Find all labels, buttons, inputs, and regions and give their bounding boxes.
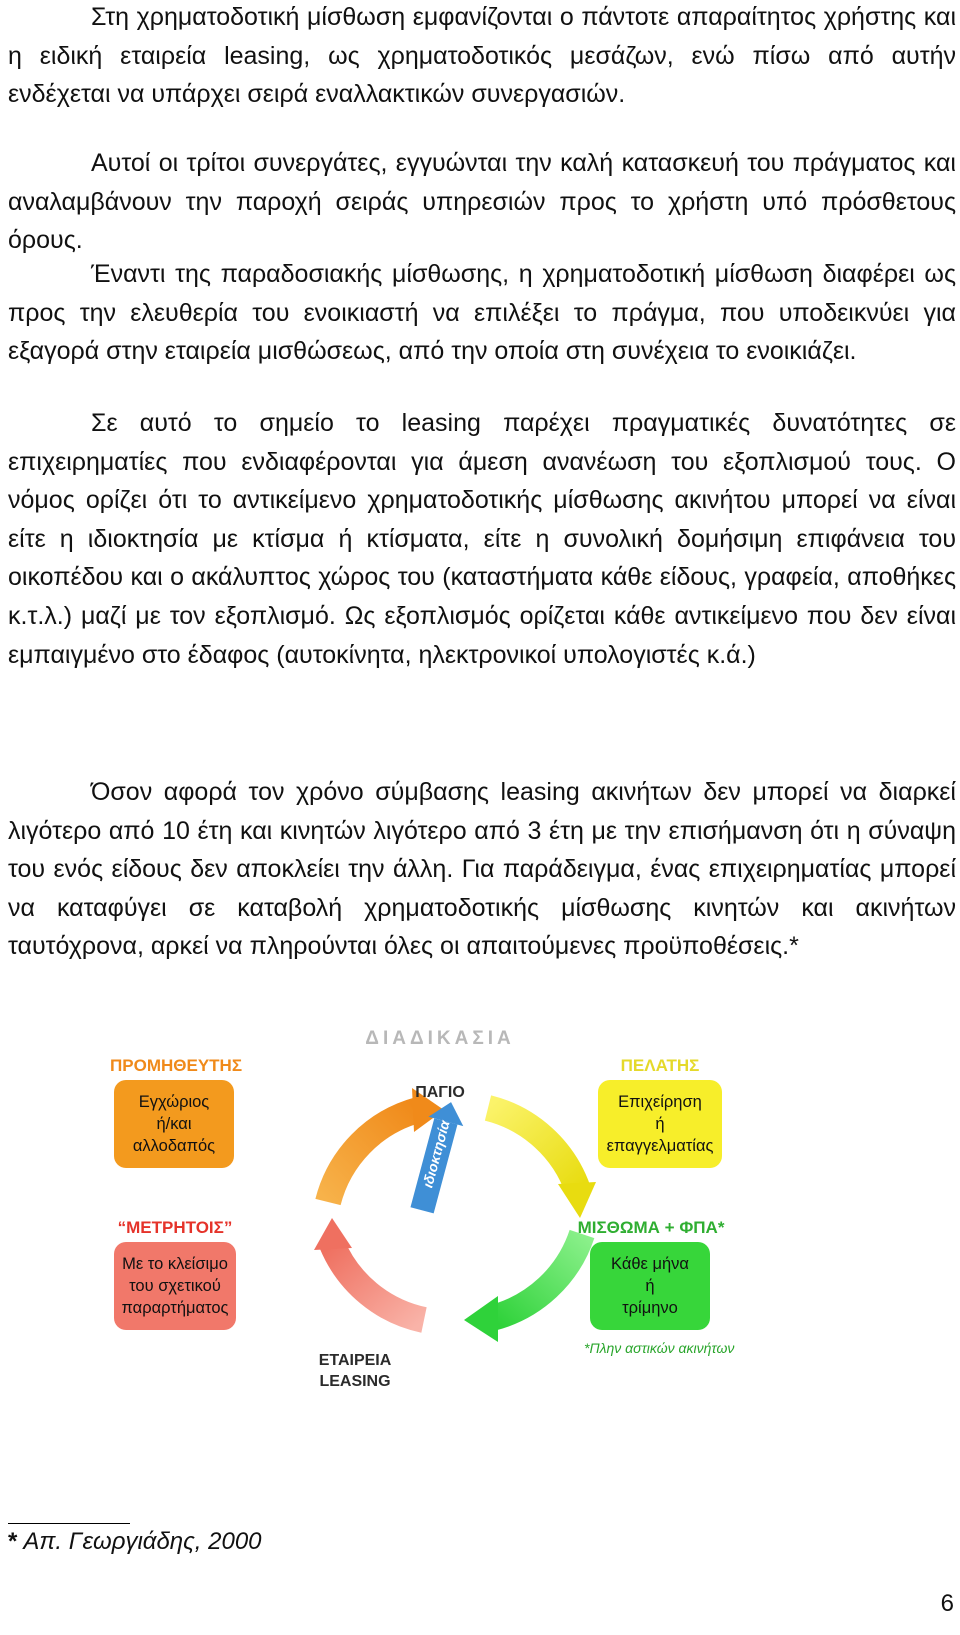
supplier-box	[114, 1080, 234, 1168]
rent-note: *Πλην αστικών ακινήτων	[584, 1340, 735, 1356]
rent-heading: ΜΙΣΘΩΜΑ + ΦΠΑ*	[577, 1218, 725, 1237]
red-arrow	[332, 1244, 424, 1320]
cash-box	[114, 1242, 236, 1330]
customer-heading: ΠΕΛΑΤΗΣ	[620, 1056, 700, 1075]
page-number: 6	[940, 1590, 954, 1617]
supplier-line-1: Εγχώριος	[138, 1093, 210, 1111]
rent-line-3: τρίμηνο	[622, 1299, 678, 1317]
paragraph-3: Έναντι της παραδοσιακής μίσθωσης, η χρηματοδοτική μίσθωση διαφέρει ως προς την ελευθερία του ενοικιαστή να επιλέξει το πράγμα, που υποδεικνύει για εξαγορά στην εταιρεία μισθώσεως, από την οποία στη συνέχεια το ενοικιάζει.	[8, 260, 956, 366]
leasing-company-label-line-2: LEASING	[319, 1373, 391, 1390]
supplier-heading: ΠΡΟΜΗΘΕΥΤΗΣ	[110, 1056, 243, 1075]
paragraph-5: Όσον αφορά τον χρόνο σύμβασης leasing ακινήτων δεν μπορεί να διαρκεί λιγότερο από 10 έτη και κινητών λιγότερο από 3 έτη με την επισήμανση ότι η σύναψη του ενός είδους δεν αποκλείει την άλλη. Για παράδειγμα, ένας επιχειρηματίας μπορεί να καταφύγει σε καταβολή χρηματοδοτικής μίσθωσης κινητών και ακινήτων ταυτόχρονα, αρκεί να πληρούνται όλες οι απαιτούμενες προϋποθέσεις.*	[8, 778, 956, 961]
yellow-arrowhead	[558, 1182, 596, 1218]
footnote-mark: *	[8, 1528, 18, 1555]
supplier-line-2: ή/και	[156, 1115, 192, 1133]
paragraph-1: Στη χρηματοδοτική μίσθωση εμφανίζονται ο πάντοτε απαραίτητος χρήστης και η ειδική εταιρεία leasing, ως χρηματοδοτικός μεσάζων, ενώ πίσω από αυτήν ενδέχεται να υπάρχει σειρά εναλλακτικών συνεργασιών.	[8, 3, 956, 109]
yellow-arrow	[488, 1108, 578, 1190]
footnote	[8, 1528, 262, 1556]
supplier-line-3: αλλοδαπός	[132, 1137, 216, 1155]
paragraph-4: Σε αυτό το σημείο το leasing παρέχει πραγματικές δυνατότητες σε επιχειρηματίες που ενδιαφέρονται για άμεση ανανέωση του εξοπλισμού τους. Ο νόμος ορίζει ότι το αντικείμενο χρηματοδοτικής μίσθωσης ακινήτου μπορεί να είναι είτε η ιδιοκτησία με κτίσμα ή κτίσματα, είτε η συνολική δομήσιμη επιφάνεια του οικοπέδου και ο ακάλυπτος χώρος του (καταστήματα κάθε είδους, γραφεία, αποθήκες κ.τ.λ.) μαζί με τον εξοπλισμό. Ως εξοπλισμός ορίζεται κάθε αντικείμενο που δεν είναι εμπαιγμένο στο έδαφος (αυτοκίνητα, ηλεκτρονικοί υπολογιστές κ.ά.)	[8, 409, 956, 669]
footnote-text: Απ. Γεωργιάδης, 2000	[23, 1528, 262, 1555]
rent-line-1: Κάθε μήνα	[611, 1255, 689, 1273]
cash-heading: “ΜΕΤΡΗΤΟΙΣ”	[117, 1218, 233, 1237]
cash-line-1: Με το κλείσιμο	[122, 1255, 228, 1273]
rent-box	[590, 1242, 710, 1330]
green-arrow	[492, 1234, 582, 1318]
leasing-company-label	[300, 1350, 410, 1392]
paragraph-2: Αυτοί οι τρίτοι συνεργάτες, εγγυώνται την καλή κατασκευή του πράγματος και αναλαμβάνουν την παροχή σειράς υπηρεσιών προς το χρήστη υπό πρόσθετους όρους.	[8, 149, 956, 255]
ownership-label: ιδιοκτησία	[419, 1118, 453, 1190]
customer-line-1: Επιχείρηση	[618, 1093, 702, 1111]
cash-line-3: παραρτήματος	[121, 1299, 229, 1317]
customer-box	[598, 1080, 722, 1168]
footnote-divider	[8, 1523, 130, 1524]
process-diagram	[100, 1022, 780, 1422]
customer-line-2: ή	[655, 1115, 665, 1133]
asset-label: ΠΑΓΙΟ	[415, 1084, 465, 1101]
rent-line-2: ή	[645, 1277, 655, 1295]
leasing-company-label-line-1: ΕΤΑΙΡΕΙΑ	[318, 1352, 392, 1369]
cash-line-2: του σχετικού	[129, 1277, 221, 1295]
green-arrowhead	[464, 1296, 498, 1342]
orange-arrow	[328, 1110, 418, 1202]
red-arrowhead	[314, 1218, 352, 1250]
diagram-title: ΔΙΑΔΙΚΑΣΙΑ	[365, 1028, 515, 1049]
customer-line-3: επαγγελματίας	[606, 1137, 714, 1155]
